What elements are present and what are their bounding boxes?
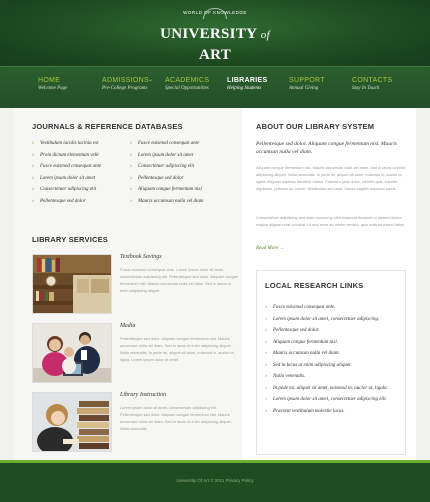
about-paragraph: Consectetuer adipiscing sed diam nonummy nibh euismod tincidunt ut laoreet dolore magna aliquam erat volutpat. Ut wisi enim ad minim veniam, quis nostrud exerci tation. — [256, 215, 406, 227]
nav-label: HOME — [38, 77, 61, 84]
nav-label: ADMISSIONS — [102, 77, 149, 84]
read-more-link[interactable]: Read More → — [256, 246, 285, 251]
nav-sublabel: Helping Students — [227, 86, 262, 91]
research-link[interactable]: › Pellentesque sed dolor. — [265, 325, 388, 337]
service-item — [32, 323, 242, 383]
journal-link[interactable]: › Aliquam congue fermentum nisl — [130, 184, 240, 196]
research-link[interactable]: › In pede mi, aliquet sit amet, euismod in, auctor ut, ligula. — [265, 383, 388, 395]
nav-item-contacts[interactable] — [352, 76, 416, 93]
journal-link[interactable]: › Vestibulum iaculis lacinia est — [32, 138, 132, 150]
service-item — [32, 392, 242, 452]
site-footer — [0, 460, 430, 502]
service-title[interactable]: Textbook Savings — [120, 254, 162, 260]
research-link[interactable]: › Lorem ipsum dolor sit amet, consectetuer adipiscing. — [265, 314, 388, 326]
service-description: Pellentesque sed dolor. Aliquam congue fermentum nisl. Mauris accumsan nulla vel diam. Sed in lacus ut enim adipiscing aliquet. Nulla venenatis. In pede mi, aliquet sit amet, euismod in, auctor ut, ligula. Lorem ipsum dolor sit amet. — [120, 336, 235, 362]
journals-list-col2 — [130, 138, 240, 207]
nav-label: CONTACTS — [352, 77, 393, 84]
library-bookshelf-image[interactable] — [32, 254, 112, 314]
journal-link[interactable]: › Fusce euismod consequat ante — [130, 138, 240, 150]
research-link[interactable]: › Nulla venenatis. — [265, 371, 388, 383]
research-link[interactable]: › Praesent vestibulum molestie lacus. — [265, 406, 388, 418]
logo-name-university: UNIVERSITY — [160, 26, 257, 42]
nav-sublabel: Annual Giving — [289, 86, 319, 91]
journal-link[interactable]: › Fusce euismod consequat ante — [32, 161, 132, 173]
service-title[interactable]: Library Instruction — [120, 392, 167, 398]
logo-name-art: ART — [198, 47, 232, 63]
about-heading: ABOUT OUR LIBRARY SYSTEM — [256, 122, 375, 131]
journals-heading: JOURNALS & REFERENCE DATABASES — [32, 122, 183, 131]
service-title[interactable]: Media — [120, 323, 136, 329]
logo-name-of: of — [260, 29, 270, 41]
footer-copyright[interactable]: University Of Art © 2011 Privacy Policy — [176, 478, 254, 483]
nav-label: ACADEMICS — [165, 77, 210, 84]
research-links-box — [256, 270, 406, 455]
journals-list-col1 — [32, 138, 132, 207]
site-header — [0, 0, 430, 66]
nav-sublabel: Pre-College Programs — [102, 86, 148, 91]
nav-sublabel: Welcome Page — [38, 86, 68, 91]
logo-name — [150, 24, 280, 65]
journal-link[interactable]: › Consectetuer adipiscing elit — [130, 161, 240, 173]
services-heading: LIBRARY SERVICES — [32, 235, 108, 244]
journal-link[interactable]: › Pellentesque sed dolor — [32, 196, 132, 208]
journal-link[interactable]: › Proin dictum elementum velit — [32, 150, 132, 162]
logo-arc-text: WORLD OF KNOWLEDGE — [183, 10, 247, 15]
research-link[interactable]: › Mauris accumsan nulla vel diam. — [265, 348, 388, 360]
nav-item-support[interactable] — [289, 76, 353, 93]
about-lead: Pellentesque sed dolor. Aliquam congue fermentum nisl. Mauris accumsan nulla vel diam. — [256, 141, 397, 155]
nav-label: LIBRARIES — [227, 77, 268, 84]
journal-link[interactable]: › Lorem ipsum dolor sit amet — [32, 173, 132, 185]
content-panel — [14, 108, 416, 460]
journal-link[interactable]: › Lorem ipsum dolor sit amet — [130, 150, 240, 162]
research-link[interactable]: › Fusce euismod consequat ante. — [265, 302, 388, 314]
chevron-down-icon: ⌄ — [148, 77, 154, 83]
nav-sublabel: Stay In Touch — [352, 86, 380, 91]
research-links-list — [265, 302, 388, 417]
nav-item-admissions[interactable] — [102, 76, 166, 93]
journal-link[interactable]: › Pellentesque sed dolor — [130, 173, 240, 185]
nav-item-libraries[interactable] — [227, 76, 291, 93]
service-item — [32, 254, 242, 314]
main-nav — [0, 66, 430, 108]
about-paragraph: Aliquam congue fermentum nisl. Mauris accumsan nulla vel diam. Sed in lacus ut enim adipiscing aliquet. Nulla venenatis. In pede mi, aliquet sit amet, euismod in, auctor ut, ligula. Aliquam dapibus tincidunt metus. Praesent justo dolor, lobortis quis, lobortis dignissim, pulvinar ac, lorem. Vestibulum sed ante. Donec sagittis euismod purus. — [256, 165, 406, 191]
nav-sublabel: Special Opportunities — [165, 86, 209, 91]
service-description: Fusce euismod consequat ante. Lorem ipsum dolor sit amet, consectetuer adipiscing elit. Pellentesque sed dolor. Aliquam congue fermentum nisl. Mauris accumsan nulla vel diam. Sed in lacus ut enim adipiscing aliquet. — [120, 267, 239, 293]
journal-link[interactable]: › Mauris accumsan nulla vel diam — [130, 196, 240, 208]
nav-item-home[interactable] — [38, 76, 102, 93]
right-column — [242, 108, 416, 460]
site-logo[interactable] — [150, 8, 280, 73]
students-computer-image[interactable] — [32, 323, 112, 383]
research-link[interactable]: › Lorem ipsum dolor sit amet, consectetuer adipiscing elit. — [265, 394, 388, 406]
research-heading: LOCAL RESEARCH LINKS — [265, 281, 364, 290]
nav-label: SUPPORT — [289, 77, 325, 84]
service-description: Lorem ipsum dolor sit amet, consectetuer adipiscing elit. Pellentesque sed dolor. Aliquam congue fermentum nisl. Mauris accumsan nulla vel diam. Sed in lacus ut enim adipiscing aliquet. Nulla venenatis. — [120, 405, 232, 431]
research-link[interactable]: › Sed in lacus ut enim adipiscing aliquet. — [265, 360, 388, 372]
left-column — [14, 108, 242, 460]
research-link[interactable]: › Aliquam congue fermentum nisl. — [265, 337, 388, 349]
nav-item-academics[interactable] — [165, 76, 229, 93]
student-books-image[interactable] — [32, 392, 112, 452]
journal-link[interactable]: › Consectetuer adipiscing elit — [32, 184, 132, 196]
